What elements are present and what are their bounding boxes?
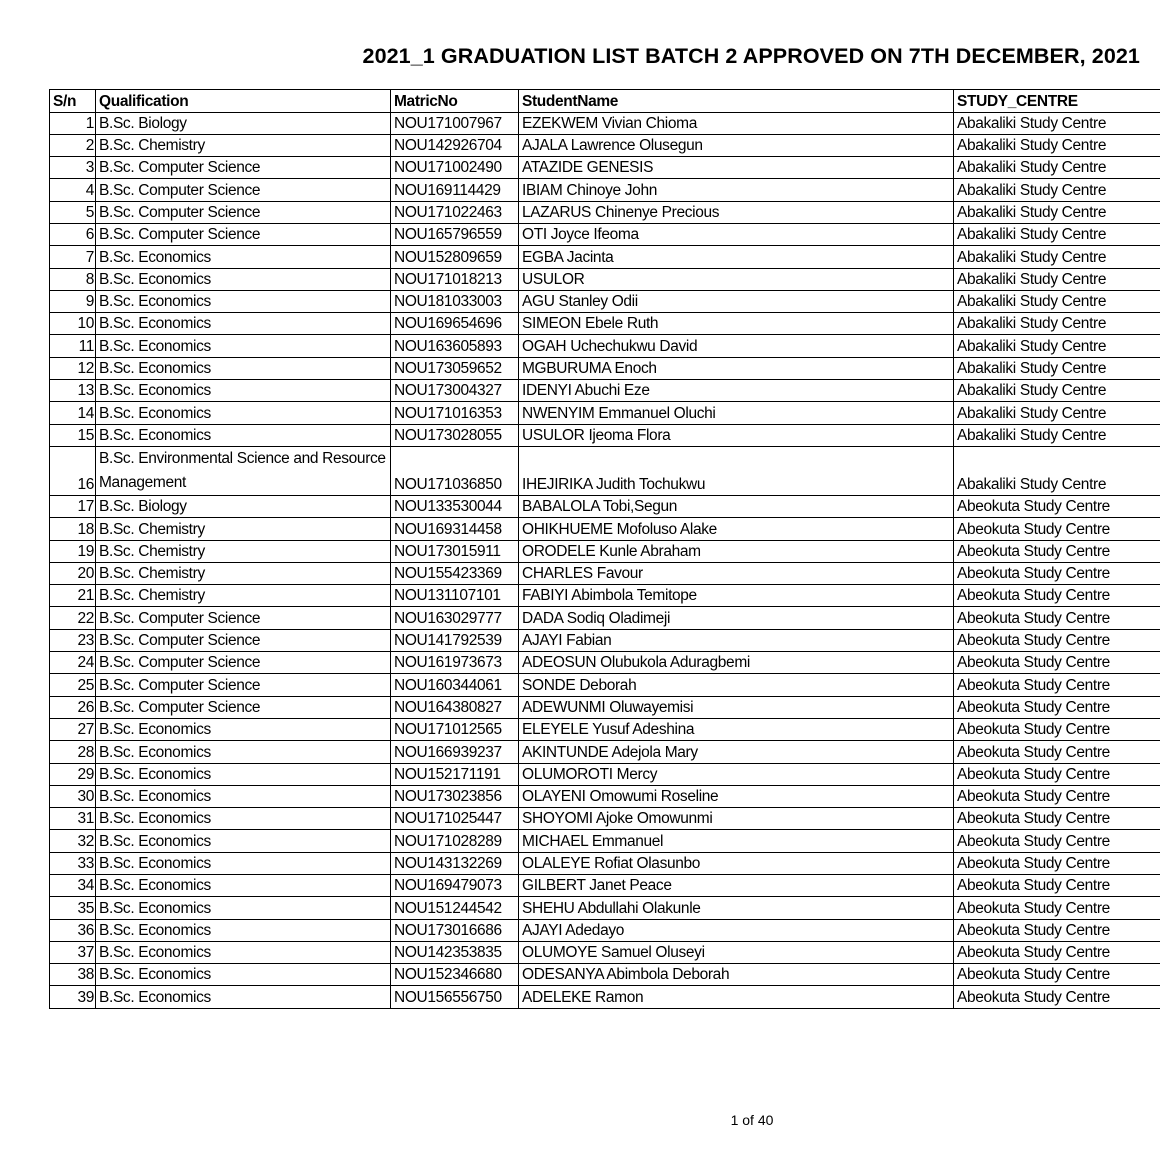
cell-matricno: NOU173028055: [391, 424, 519, 446]
cell-studentname: MGBURUMA Enoch: [519, 357, 954, 379]
cell-matricno: NOU141792539: [391, 629, 519, 651]
cell-sn: 26: [50, 696, 96, 718]
cell-studentname: ADEOSUN Olubukola Aduragbemi: [519, 652, 954, 674]
cell-study-centre: Abeokuta Study Centre: [954, 808, 1160, 830]
cell-sn: 16: [50, 446, 96, 495]
cell-sn: 9: [50, 290, 96, 312]
cell-qualification: B.Sc. Economics: [96, 290, 391, 312]
cell-matricno: NOU152809659: [391, 246, 519, 268]
cell-study-centre: Abeokuta Study Centre: [954, 696, 1160, 718]
cell-qualification: B.Sc. Economics: [96, 268, 391, 290]
cell-studentname: AJAYI Adedayo: [519, 919, 954, 941]
page-number: 1 of 40: [730, 1112, 774, 1128]
table-row: [50, 674, 1160, 696]
cell-qualification: B.Sc. Computer Science: [96, 179, 391, 201]
cell-qualification: B.Sc. Environmental Science and Resource Management: [96, 446, 391, 495]
cell-study-centre: Abakaliki Study Centre: [954, 201, 1160, 223]
cell-studentname: EGBA Jacinta: [519, 246, 954, 268]
table-row: [50, 357, 1160, 379]
cell-matricno: NOU143132269: [391, 852, 519, 874]
cell-studentname: CHARLES Favour: [519, 562, 954, 584]
cell-matricno: NOU133530044: [391, 495, 519, 517]
table-row: [50, 852, 1160, 874]
cell-qualification: B.Sc. Biology: [96, 112, 391, 134]
cell-studentname: ELEYELE Yusuf Adeshina: [519, 718, 954, 740]
cell-study-centre: Abakaliki Study Centre: [954, 246, 1160, 268]
table-row: [50, 785, 1160, 807]
table-row: [50, 919, 1160, 941]
cell-matricno: NOU142353835: [391, 941, 519, 963]
cell-study-centre: Abeokuta Study Centre: [954, 741, 1160, 763]
table-row: [50, 290, 1160, 312]
cell-qualification: B.Sc. Economics: [96, 313, 391, 335]
cell-qualification: B.Sc. Computer Science: [96, 696, 391, 718]
table-header-row: [50, 90, 1160, 113]
cell-qualification: B.Sc. Chemistry: [96, 585, 391, 607]
cell-sn: 31: [50, 808, 96, 830]
table-row: [50, 179, 1160, 201]
cell-qualification: B.Sc. Economics: [96, 808, 391, 830]
column-header-studentname: StudentName: [519, 90, 954, 113]
cell-sn: 1: [50, 112, 96, 134]
cell-qualification: B.Sc. Economics: [96, 424, 391, 446]
cell-matricno: NOU171002490: [391, 157, 519, 179]
cell-sn: 5: [50, 201, 96, 223]
cell-study-centre: Abakaliki Study Centre: [954, 134, 1160, 156]
table-row: [50, 495, 1160, 517]
cell-qualification: B.Sc. Chemistry: [96, 518, 391, 540]
cell-sn: 36: [50, 919, 96, 941]
cell-studentname: AGU Stanley Odii: [519, 290, 954, 312]
cell-study-centre: Abakaliki Study Centre: [954, 380, 1160, 402]
cell-matricno: NOU163029777: [391, 607, 519, 629]
cell-sn: 10: [50, 313, 96, 335]
table-row: [50, 763, 1160, 785]
cell-study-centre: Abakaliki Study Centre: [954, 112, 1160, 134]
cell-study-centre: Abeokuta Study Centre: [954, 986, 1160, 1008]
cell-matricno: NOU171022463: [391, 201, 519, 223]
cell-sn: 38: [50, 964, 96, 986]
cell-matricno: NOU171012565: [391, 718, 519, 740]
table-row: [50, 518, 1160, 540]
cell-qualification: B.Sc. Economics: [96, 941, 391, 963]
cell-sn: 2: [50, 134, 96, 156]
cell-studentname: OLAYENI Omowumi Roseline: [519, 785, 954, 807]
table-row: [50, 607, 1160, 629]
graduation-list-table: [49, 89, 1160, 1009]
cell-matricno: NOU171016353: [391, 402, 519, 424]
cell-studentname: LAZARUS Chinenye Precious: [519, 201, 954, 223]
cell-study-centre: Abakaliki Study Centre: [954, 424, 1160, 446]
table-row: [50, 157, 1160, 179]
cell-studentname: AKINTUNDE Adejola Mary: [519, 741, 954, 763]
cell-matricno: NOU161973673: [391, 652, 519, 674]
table-row: [50, 268, 1160, 290]
cell-study-centre: Abeokuta Study Centre: [954, 763, 1160, 785]
cell-sn: 17: [50, 495, 96, 517]
table-row: [50, 652, 1160, 674]
table-row: [50, 741, 1160, 763]
cell-sn: 29: [50, 763, 96, 785]
table-row: [50, 986, 1160, 1008]
cell-studentname: SONDE Deborah: [519, 674, 954, 696]
cell-sn: 32: [50, 830, 96, 852]
cell-study-centre: Abeokuta Study Centre: [954, 607, 1160, 629]
cell-studentname: FABIYI Abimbola Temitope: [519, 585, 954, 607]
cell-matricno: NOU151244542: [391, 897, 519, 919]
cell-studentname: DADA Sodiq Oladimeji: [519, 607, 954, 629]
cell-qualification: B.Sc. Economics: [96, 830, 391, 852]
cell-qualification: B.Sc. Chemistry: [96, 134, 391, 156]
cell-sn: 24: [50, 652, 96, 674]
cell-study-centre: Abakaliki Study Centre: [954, 179, 1160, 201]
table-row: [50, 941, 1160, 963]
table-row: [50, 223, 1160, 245]
cell-study-centre: Abeokuta Study Centre: [954, 562, 1160, 584]
cell-qualification: B.Sc. Economics: [96, 763, 391, 785]
cell-studentname: IDENYI Abuchi Eze: [519, 380, 954, 402]
table-row: [50, 424, 1160, 446]
cell-studentname: IBIAM Chinoye John: [519, 179, 954, 201]
table-row: [50, 380, 1160, 402]
cell-matricno: NOU173059652: [391, 357, 519, 379]
cell-sn: 15: [50, 424, 96, 446]
cell-qualification: B.Sc. Computer Science: [96, 652, 391, 674]
table-row: [50, 540, 1160, 562]
table-row: [50, 808, 1160, 830]
cell-sn: 35: [50, 897, 96, 919]
cell-matricno: NOU169479073: [391, 875, 519, 897]
cell-matricno: NOU171007967: [391, 112, 519, 134]
cell-sn: 18: [50, 518, 96, 540]
cell-study-centre: Abeokuta Study Centre: [954, 852, 1160, 874]
table-row: [50, 402, 1160, 424]
cell-sn: 25: [50, 674, 96, 696]
cell-matricno: NOU131107101: [391, 585, 519, 607]
table-row: [50, 718, 1160, 740]
cell-studentname: NWENYIM Emmanuel Oluchi: [519, 402, 954, 424]
cell-matricno: NOU181033003: [391, 290, 519, 312]
cell-study-centre: Abakaliki Study Centre: [954, 268, 1160, 290]
table-row: [50, 875, 1160, 897]
table-row: [50, 629, 1160, 651]
cell-studentname: BABALOLA Tobi,Segun: [519, 495, 954, 517]
cell-matricno: NOU142926704: [391, 134, 519, 156]
cell-study-centre: Abeokuta Study Centre: [954, 674, 1160, 696]
column-header-matricno: MatricNo: [391, 90, 519, 113]
cell-study-centre: Abakaliki Study Centre: [954, 446, 1160, 495]
cell-studentname: AJAYI Fabian: [519, 629, 954, 651]
cell-matricno: NOU169654696: [391, 313, 519, 335]
cell-study-centre: Abeokuta Study Centre: [954, 540, 1160, 562]
cell-sn: 6: [50, 223, 96, 245]
cell-matricno: NOU173015911: [391, 540, 519, 562]
cell-matricno: NOU164380827: [391, 696, 519, 718]
cell-sn: 28: [50, 741, 96, 763]
page-title: 2021_1 GRADUATION LIST BATCH 2 APPROVED ON 7TH DECEMBER, 2021: [362, 44, 1140, 68]
cell-studentname: ORODELE Kunle Abraham: [519, 540, 954, 562]
table-row: [50, 112, 1160, 134]
cell-study-centre: Abeokuta Study Centre: [954, 919, 1160, 941]
table-row: [50, 201, 1160, 223]
cell-study-centre: Abeokuta Study Centre: [954, 964, 1160, 986]
cell-sn: 14: [50, 402, 96, 424]
cell-qualification: B.Sc. Chemistry: [96, 562, 391, 584]
cell-sn: 20: [50, 562, 96, 584]
cell-study-centre: Abeokuta Study Centre: [954, 830, 1160, 852]
cell-sn: 12: [50, 357, 96, 379]
cell-study-centre: Abakaliki Study Centre: [954, 313, 1160, 335]
cell-qualification: B.Sc. Economics: [96, 785, 391, 807]
cell-matricno: NOU171025447: [391, 808, 519, 830]
cell-matricno: NOU171028289: [391, 830, 519, 852]
cell-sn: 13: [50, 380, 96, 402]
cell-study-centre: Abeokuta Study Centre: [954, 897, 1160, 919]
cell-studentname: EZEKWEM Vivian Chioma: [519, 112, 954, 134]
cell-matricno: NOU169314458: [391, 518, 519, 540]
cell-studentname: OLALEYE Rofiat Olasunbo: [519, 852, 954, 874]
cell-sn: 8: [50, 268, 96, 290]
cell-qualification: B.Sc. Economics: [96, 852, 391, 874]
cell-study-centre: Abakaliki Study Centre: [954, 335, 1160, 357]
cell-qualification: B.Sc. Economics: [96, 897, 391, 919]
cell-study-centre: Abeokuta Study Centre: [954, 718, 1160, 740]
cell-study-centre: Abeokuta Study Centre: [954, 629, 1160, 651]
cell-study-centre: Abeokuta Study Centre: [954, 585, 1160, 607]
cell-qualification: B.Sc. Computer Science: [96, 201, 391, 223]
cell-matricno: NOU152346680: [391, 964, 519, 986]
table-row: [50, 246, 1160, 268]
table-row: [50, 964, 1160, 986]
cell-qualification: B.Sc. Economics: [96, 875, 391, 897]
cell-qualification: B.Sc. Economics: [96, 380, 391, 402]
cell-matricno: NOU171036850: [391, 446, 519, 495]
cell-studentname: SHEHU Abdullahi Olakunle: [519, 897, 954, 919]
cell-sn: 19: [50, 540, 96, 562]
cell-studentname: OLUMOYE Samuel Oluseyi: [519, 941, 954, 963]
cell-sn: 27: [50, 718, 96, 740]
cell-studentname: ODESANYA Abimbola Deborah: [519, 964, 954, 986]
cell-sn: 39: [50, 986, 96, 1008]
cell-sn: 4: [50, 179, 96, 201]
cell-study-centre: Abeokuta Study Centre: [954, 875, 1160, 897]
cell-matricno: NOU171018213: [391, 268, 519, 290]
table-row: [50, 134, 1160, 156]
cell-qualification: B.Sc. Computer Science: [96, 629, 391, 651]
table-row: [50, 897, 1160, 919]
cell-studentname: MICHAEL Emmanuel: [519, 830, 954, 852]
cell-studentname: IHEJIRIKA Judith Tochukwu: [519, 446, 954, 495]
cell-qualification: B.Sc. Economics: [96, 741, 391, 763]
cell-matricno: NOU165796559: [391, 223, 519, 245]
column-header-sn: S/n: [50, 90, 96, 113]
cell-sn: 33: [50, 852, 96, 874]
cell-qualification: B.Sc. Computer Science: [96, 223, 391, 245]
cell-qualification: B.Sc. Economics: [96, 335, 391, 357]
cell-study-centre: Abakaliki Study Centre: [954, 290, 1160, 312]
cell-qualification: B.Sc. Economics: [96, 357, 391, 379]
cell-study-centre: Abakaliki Study Centre: [954, 157, 1160, 179]
table-row: [50, 562, 1160, 584]
cell-qualification: B.Sc. Economics: [96, 246, 391, 268]
cell-study-centre: Abeokuta Study Centre: [954, 495, 1160, 517]
cell-studentname: OHIKHUEME Mofoluso Alake: [519, 518, 954, 540]
cell-matricno: NOU173023856: [391, 785, 519, 807]
cell-qualification: B.Sc. Biology: [96, 495, 391, 517]
cell-qualification: B.Sc. Economics: [96, 986, 391, 1008]
cell-sn: 22: [50, 607, 96, 629]
table-row: [50, 446, 1160, 495]
cell-matricno: NOU173004327: [391, 380, 519, 402]
cell-study-centre: Abeokuta Study Centre: [954, 518, 1160, 540]
cell-studentname: USULOR Ijeoma Flora: [519, 424, 954, 446]
cell-qualification: B.Sc. Economics: [96, 919, 391, 941]
cell-studentname: SIMEON Ebele Ruth: [519, 313, 954, 335]
cell-study-centre: Abakaliki Study Centre: [954, 402, 1160, 424]
cell-study-centre: Abeokuta Study Centre: [954, 785, 1160, 807]
cell-qualification: B.Sc. Economics: [96, 964, 391, 986]
table-row: [50, 313, 1160, 335]
cell-qualification: B.Sc. Economics: [96, 718, 391, 740]
cell-sn: 37: [50, 941, 96, 963]
table-row: [50, 335, 1160, 357]
cell-studentname: GILBERT Janet Peace: [519, 875, 954, 897]
cell-qualification: B.Sc. Computer Science: [96, 157, 391, 179]
column-header-qualification: Qualification: [96, 90, 391, 113]
cell-sn: 21: [50, 585, 96, 607]
cell-studentname: ADELEKE Ramon: [519, 986, 954, 1008]
cell-matricno: NOU163605893: [391, 335, 519, 357]
cell-study-centre: Abakaliki Study Centre: [954, 223, 1160, 245]
cell-matricno: NOU166939237: [391, 741, 519, 763]
cell-matricno: NOU152171191: [391, 763, 519, 785]
cell-qualification: B.Sc. Economics: [96, 402, 391, 424]
cell-qualification: B.Sc. Computer Science: [96, 674, 391, 696]
cell-matricno: NOU169114429: [391, 179, 519, 201]
cell-study-centre: Abeokuta Study Centre: [954, 941, 1160, 963]
cell-sn: 34: [50, 875, 96, 897]
cell-studentname: SHOYOMI Ajoke Omowunmi: [519, 808, 954, 830]
cell-matricno: NOU156556750: [391, 986, 519, 1008]
cell-studentname: OTI Joyce Ifeoma: [519, 223, 954, 245]
cell-studentname: OGAH Uchechukwu David: [519, 335, 954, 357]
column-header-study-centre: STUDY_CENTRE: [954, 90, 1160, 113]
cell-study-centre: Abeokuta Study Centre: [954, 652, 1160, 674]
cell-studentname: OLUMOROTI Mercy: [519, 763, 954, 785]
cell-studentname: ATAZIDE GENESIS: [519, 157, 954, 179]
cell-studentname: ADEWUNMI Oluwayemisi: [519, 696, 954, 718]
cell-qualification: B.Sc. Chemistry: [96, 540, 391, 562]
cell-sn: 30: [50, 785, 96, 807]
cell-matricno: NOU155423369: [391, 562, 519, 584]
cell-sn: 11: [50, 335, 96, 357]
cell-sn: 7: [50, 246, 96, 268]
cell-matricno: NOU160344061: [391, 674, 519, 696]
table-row: [50, 585, 1160, 607]
table-row: [50, 830, 1160, 852]
cell-study-centre: Abakaliki Study Centre: [954, 357, 1160, 379]
cell-sn: 23: [50, 629, 96, 651]
cell-studentname: AJALA Lawrence Olusegun: [519, 134, 954, 156]
cell-studentname: USULOR: [519, 268, 954, 290]
cell-matricno: NOU173016686: [391, 919, 519, 941]
cell-sn: 3: [50, 157, 96, 179]
cell-qualification: B.Sc. Computer Science: [96, 607, 391, 629]
table-row: [50, 696, 1160, 718]
